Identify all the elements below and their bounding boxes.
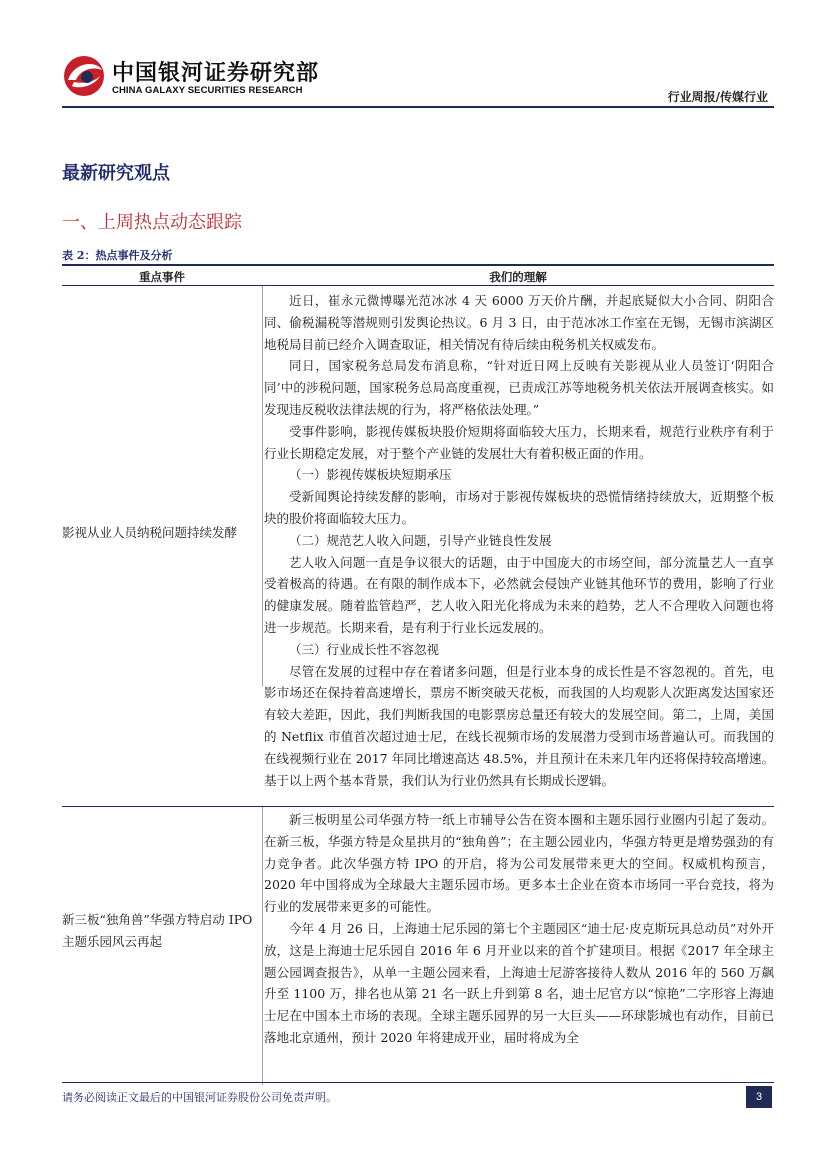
table-row <box>62 286 774 808</box>
report-type: 行业周报/传媒行业 <box>667 90 768 104</box>
paragraph: 尽管在发展的过程中存在着诸多问题，但是行业本身的成长性是不容忽视的。首先，电影市场还在保持着高速增长，票房不断突破天花板，而我国的人均观影人次距离发达国家还有较大差距，因此，我们判断我国的电影票房总量还有较大的发展空间。第二，上周，美国的 Netflix 市值首次超过迪士尼，在线长视频市场的发展潜力受到市场普遍认可。而我国的在线视频行业在 2017 年同比增速高达 48.5%，并且预计在未来几年内还将保持较高增速。基于以上两个基本背景，我们认为行业仍然具有长期成长逻辑。 <box>264 663 774 788</box>
brand-name-cn: 中国银河证券研究部 <box>112 61 320 86</box>
column-header-understanding: 我们的理解 <box>489 270 547 284</box>
brand-name-en: CHINA GALAXY SECURITIES RESEARCH <box>112 85 303 96</box>
paragraph: 受新闻舆论持续发酵的影响，市场对于影视传媒板块的恐慌情绪持续放大，近期整个板块的股价将面临较大压力。 <box>264 489 774 526</box>
paragraph: 同日，国家税务总局发布消息称，“针对近日网上反映有关影视从业人员签订‘阴阳合同’中的涉税问题，国家税务总局高度重视，已责成江苏等地税务机关依法开展调查核实。如发现违反税收法律法规的行为，将严格依法处理。” <box>264 358 774 417</box>
paragraph: 今年 4 月 26 日，上海迪士尼乐园的第七个主题园区“迪士尼·皮克斯玩具总动员”对外开放，这是上海迪士尼乐园自 2016 年 6 月开业以来的首个扩建项目。根据《2017 年全球主题公园调查报告》，从单一主题公园来看，上海迪士尼游客接待人数从 2016 年的 560 万飙升至 1100 万，排名也从第 21 名一跃上升到第 8 名，迪士尼官方以“惊艳”二字形容上海迪士尼在中国本土市场的表现。全球主题乐园界的另一大巨头——环球影城也有动作，目前已落地北京通州，预计 2020 年将建成开业，届时将成为全 <box>264 920 774 1045</box>
event-cell: 影视从业人员纳税问题持续发酵 <box>62 525 238 540</box>
section-title: 一、上周热点动态跟踪 <box>62 212 242 233</box>
paragraph: 艺人收入问题一直是争议很大的话题，由于中国庞大的市场空间，部分流量艺人一直享受着极高的待遇。在有限的制作成本下，必然就会侵蚀产业链其他环节的费用，影响了行业的健康发展。随着监管趋严，艺人收入阳光化将成为未来的趋势，艺人不合理收入问题也将进一步规范。长期来看，是有利于行业长远发展的。 <box>264 554 774 635</box>
column-header-event: 重点事件 <box>139 270 185 284</box>
table-row <box>62 807 774 1085</box>
paragraph: 新三板明星公司华强方特一纸上市辅导公告在资本圈和主题乐园行业圈内引起了轰动。在新三板，华强方特是众星拱月的“独角兽”；在主题公园业内，华强方特更是增势强劲的有力竞争者。此次华强方特 IPO 的开启，将为公司发展带来更大的空间。权威机构预言，2020 年中国将成为全球最大主题乐园市场。更多本土企业在资本市场同一平台竞技，将为行业的发展带来更多的可能性。 <box>264 812 774 915</box>
footer-divider <box>62 1082 774 1083</box>
header-divider <box>62 106 774 108</box>
table-header-row <box>62 264 774 286</box>
subheading: （二）规范艺人收入问题，引导产业链良性发展 <box>289 532 552 548</box>
understanding-cell <box>264 809 774 1049</box>
table-caption: 表 2：热点事件及分析 <box>62 249 173 262</box>
subheading: （一）影视传媒板块短期承压 <box>289 467 452 483</box>
paragraph: 近日，崔永元微博曝光范冰冰 4 天 6000 万天价片酬，并起底疑似大小合同、阴阳合同、偷税漏税等潜规则引发舆论热议。6 月 3 日，由于范冰冰工作室在无锡，无锡市滨湖区地税局目前已经介入调查取证，相关情况有待后续由税务机关权威发布。 <box>264 293 774 352</box>
disclaimer-note: 请务必阅读正文最后的中国银河证券股份公司免责声明。 <box>62 1091 337 1104</box>
understanding-cell <box>264 290 774 791</box>
subheading: （三）行业成长性不容忽视 <box>289 641 440 657</box>
page-title: 最新研究观点 <box>62 163 170 184</box>
report-header <box>62 52 774 108</box>
paragraph: 受事件影响，影视传媒板块股价短期将面临较大压力，长期来看，规范行业秩序有利于行业长期稳定发展，对于整个产业链的发展壮大有着积极正面的作用。 <box>264 423 774 461</box>
page-number: 3 <box>746 1086 772 1108</box>
china-galaxy-logo-icon <box>62 54 106 98</box>
event-cell: 新三板“独角兽”华强方特启动 IPO 主题乐园风云再起 <box>62 912 253 949</box>
